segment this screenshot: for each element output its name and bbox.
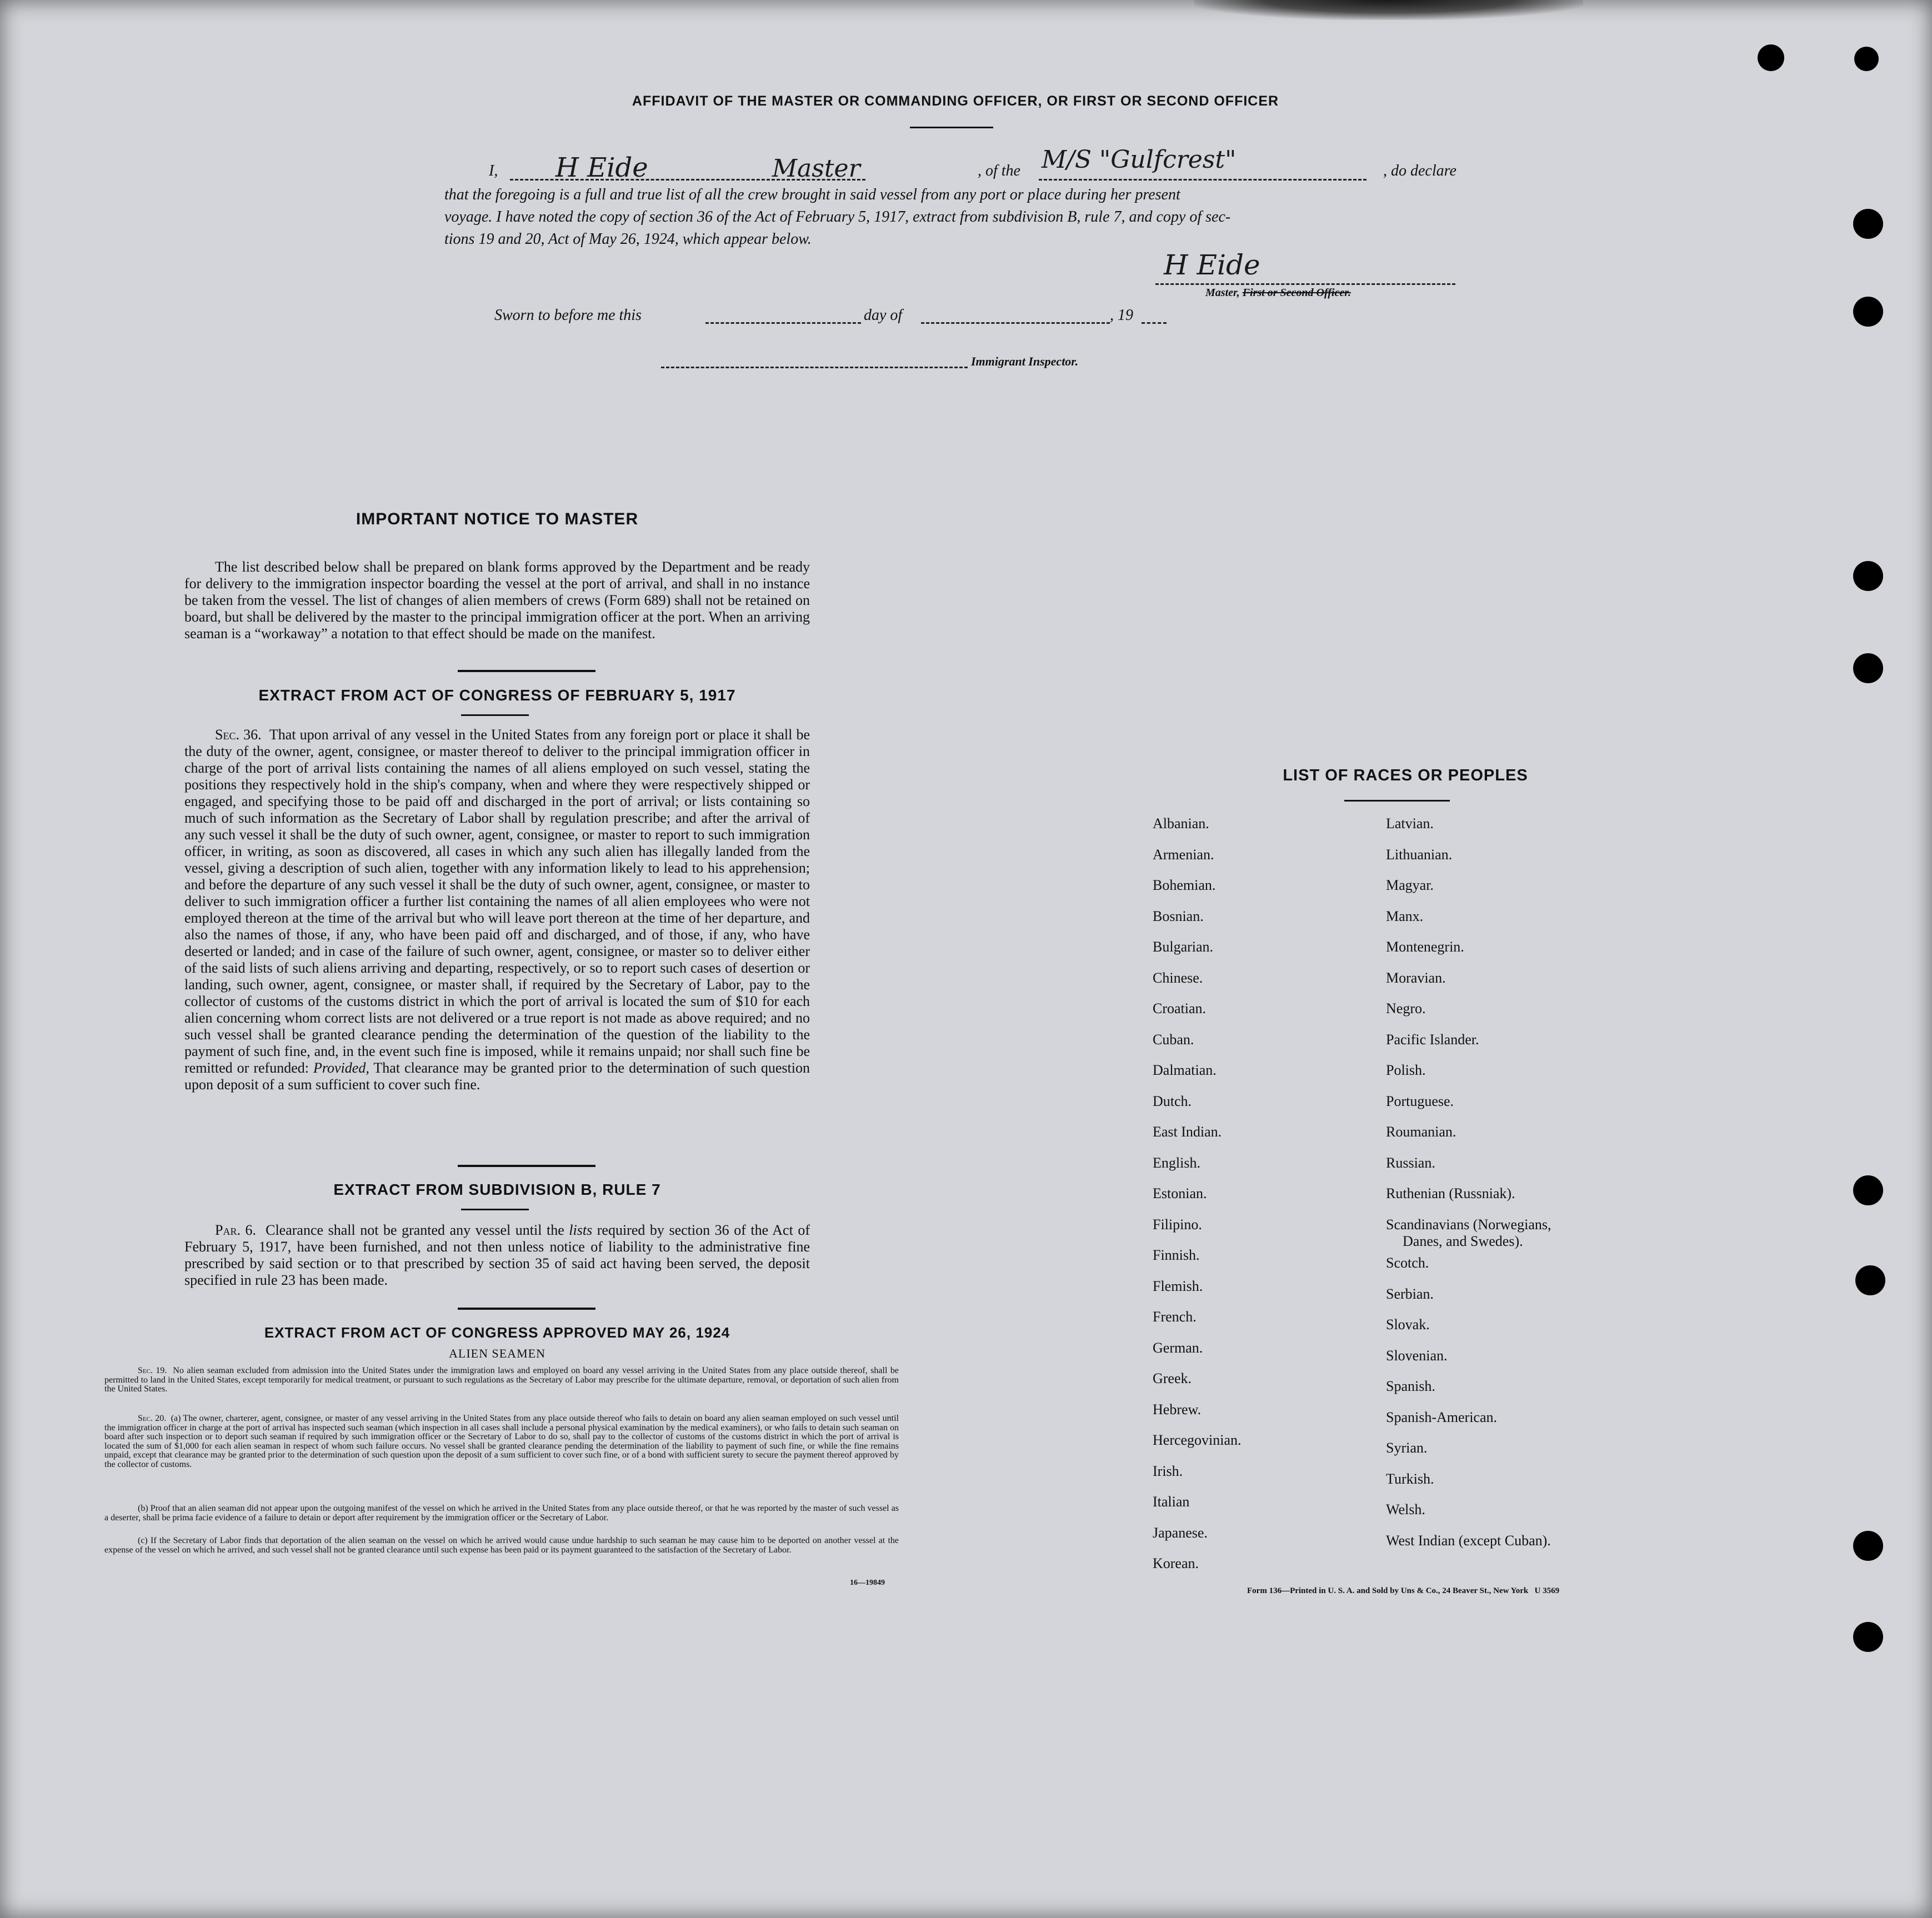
race-item: Magyar. [1386, 877, 1434, 893]
extract-1917-title: EXTRACT FROM ACT OF CONGRESS OF FEBRUARY 5, 1917 [258, 687, 736, 704]
affidavit-line-3: voyage. I have noted the copy of section 36 of the Act of February 5, 1917, extract from subdivision B, rule 7, and copy of sec- [444, 208, 1231, 226]
provided-word: Provided, [313, 1060, 369, 1076]
par-6-text-a: Clearance shall not be granted any vessel until the [266, 1222, 564, 1238]
print-code: 16—19849 [850, 1579, 885, 1587]
punch-hole [1855, 1265, 1885, 1295]
par-6-label: Par. 6. [215, 1222, 257, 1238]
race-item: Bosnian. [1153, 908, 1204, 924]
race-item: Latvian. [1386, 815, 1434, 832]
extract-rule7-rule-bottom [458, 1308, 595, 1310]
race-item: East Indian. [1153, 1124, 1222, 1140]
lists-word: lists [569, 1222, 593, 1238]
race-item: Irish. [1153, 1463, 1183, 1479]
torn-edge [1194, 0, 1583, 20]
race-item: Pacific Islander. [1386, 1031, 1479, 1048]
sworn-day-of: day of [864, 307, 903, 324]
affidavit-title-rule [910, 127, 993, 128]
race-item: Greek. [1153, 1370, 1192, 1386]
extract-1917-rule-top [461, 714, 529, 716]
race-item: Lithuanian. [1386, 846, 1453, 863]
race-item: Turkish. [1386, 1470, 1434, 1487]
sec-20b-text: (b) Proof that an alien seaman did not appear upon the outgoing manifest of the vessel on which he arrived in the United States from any place outside thereof, or that he was reported by the master of such vessel as a deserter, shall be prima facie evidence of a failure to detain or deport after requirement by the immigration officer or the Secretary of Labor. [104, 1504, 899, 1523]
extract-1917-text [184, 727, 810, 1093]
race-item: Finnish. [1153, 1247, 1200, 1263]
race-item: Roumanian. [1386, 1124, 1456, 1140]
race-item: Filipino. [1153, 1216, 1202, 1233]
punch-hole [1853, 209, 1883, 239]
race-item: Slovenian. [1386, 1347, 1448, 1364]
race-item: Polish. [1386, 1062, 1426, 1078]
affidavit-i: I, [489, 162, 498, 179]
sec-19-text [104, 1366, 899, 1394]
race-item: Estonian. [1153, 1185, 1207, 1201]
extract-rule7-title: EXTRACT FROM SUBDIVISION B, RULE 7 [333, 1181, 661, 1198]
race-item: Danes, and Swedes). [1403, 1233, 1523, 1249]
punch-hole [1853, 1622, 1883, 1652]
race-item: English. [1153, 1154, 1200, 1171]
punch-hole [1853, 561, 1883, 591]
vessel-blank [1039, 179, 1367, 181]
inspector-caption: Immigrant Inspector. [971, 354, 1079, 368]
race-item: Slovak. [1386, 1316, 1430, 1333]
race-item: Manx. [1386, 908, 1424, 924]
sec-19-body: No alien seaman excluded from admission into the United States under the immigration laws and employed on board any vessel arriving in the United States from any place outside thereof, shall be permitted to land in the United States, except temporarily for medical treatment, or pursuant to such regulations as the Secretary of Labor may prescribe for the ultimate departure, removal, or deportation of such alien from the United States. [104, 1366, 899, 1394]
race-item: Dutch. [1153, 1093, 1192, 1109]
race-item: Hebrew. [1153, 1401, 1202, 1418]
races-title-rule [1344, 800, 1450, 802]
punch-hole [1853, 653, 1883, 683]
race-item: Albanian. [1153, 815, 1209, 832]
affidavit-line-4: tions 19 and 20, Act of May 26, 1924, which appear below. [444, 231, 812, 248]
caption-master: Master, [1205, 287, 1240, 299]
race-item: Negro. [1386, 1000, 1426, 1016]
punch-hole [1853, 1175, 1883, 1205]
race-item: Scotch. [1386, 1255, 1429, 1271]
race-item: Russian. [1386, 1154, 1435, 1171]
sworn-year-blank [1142, 322, 1167, 324]
sec-20a-body: (a) The owner, charterer, agent, consignee, or master of any vessel arriving in the United States from any place outside thereof who fails to detain on board any alien seaman employed on such vessel until the immigration officer in charge at the port of arrival has inspected such seaman (which inspection in all cases shall include a personal physical examination by the medical examiners), or who fails to detain such seaman on board after such inspection or to deport such seaman if required by such immigration officer or the Secretary of Labor to do so, shall pay to the collector of customs of the customs district in which the port of arrival is located the sum of $1,000 for each alien seaman in respect of whom such failure occurs. No vessel shall be granted clearance pending the determination of the liability to payment of such fine, or while the fine remains unpaid, except that clearance may be granted prior to the determination of such question upon the deposit of a sum sufficient to cover such fine, or of a bond with sufficient surety to secure the payment thereof approved by the collector of customs. [104, 1414, 899, 1469]
notice-text: The list described below shall be prepared on blank forms approved by the Department and be ready for delivery to the immigration inspector boarding the vessel at the port of arrival, and shall in no instance be taken from the vessel. The list of changes of alien members of crews (Form 689) shall not be retained on board, but shall be delivered by the master to the principal immigration officer at the port. When an arriving seaman is a “workaway” a notation to that effect should be made on the manifest. [184, 559, 810, 642]
sec-20c-text: (c) If the Secretary of Labor finds that deportation of the alien seaman on the vessel on which he arrived would cause undue hardship to such seaman he may cause him to be deported on another vessel at the expense of the vessel on which he arrived, and such vessel shall not be granted clearance until such expense has been paid or its payment guaranteed to the satisfaction of the Secretary of Labor. [104, 1536, 899, 1555]
race-item: Welsh. [1386, 1501, 1425, 1518]
race-item: Serbian. [1386, 1285, 1434, 1302]
race-item: French. [1153, 1309, 1197, 1325]
race-item: Cuban. [1153, 1031, 1194, 1048]
affidavit-do-declare: , do declare [1383, 162, 1456, 179]
race-item: Montenegrin. [1386, 939, 1464, 955]
race-item: Scandinavians (Norwegians, [1386, 1216, 1551, 1233]
sec-36-label: Sec. 36. [215, 727, 262, 743]
punch-hole [1853, 1531, 1883, 1561]
punch-hole [1853, 297, 1883, 327]
vessel-name-handwritten: M/S "Gulfcrest" [1042, 146, 1237, 174]
extract-1917-rule-bottom [458, 1165, 595, 1167]
races-title: LIST OF RACES OR PEOPLES [1283, 767, 1528, 784]
race-item: Moravian. [1386, 969, 1446, 986]
sworn-prefix: Sworn to before me this [494, 307, 642, 324]
inspector-line [661, 367, 968, 368]
sec-20a-text [104, 1414, 899, 1469]
affidavit-line-2: that the foregoing is a full and true list of all the crew brought in said vessel from any port or place during her present [444, 186, 1180, 203]
sec-19-label: Sec. 19. [138, 1366, 167, 1375]
extract-1924-subtitle: ALIEN SEAMEN [449, 1346, 545, 1360]
race-item: Ruthenian (Russniak). [1386, 1185, 1515, 1201]
race-item: Syrian. [1386, 1440, 1428, 1456]
punch-hole [1758, 44, 1784, 71]
affidavit-line-1 [444, 146, 1483, 183]
extract-1924-title: EXTRACT FROM ACT OF CONGRESS APPROVED MAY 26, 1924 [264, 1324, 730, 1341]
par-6-text-b: required by section 36 of the Act of February 5, 1917, have been furnished, and not then unless notice of liability to the administrative fine prescribed by said section or to that prescribed by section 35 of said act having been served, the deposit specified in rule 23 has been made. [184, 1222, 810, 1288]
sworn-day-blank [705, 322, 861, 324]
race-item: Hercegovinian. [1153, 1432, 1242, 1448]
race-item: Portuguese. [1386, 1093, 1454, 1109]
notice-rule [458, 670, 595, 672]
punch-hole [1854, 47, 1879, 71]
extract-rule7-text [184, 1222, 810, 1289]
form-footer-note: Form 136—Printed in U. S. A. and Sold by Uns & Co., 24 Beaver St., New York U 3569 [1247, 1586, 1560, 1595]
signer-name-handwritten: H Eide [555, 152, 648, 183]
race-item: Armenian. [1153, 846, 1214, 863]
race-item: Bulgarian. [1153, 939, 1214, 955]
race-item: Spanish-American. [1386, 1409, 1498, 1425]
race-item: West Indian (except Cuban). [1386, 1532, 1551, 1549]
sec-36-body: That upon arrival of any vessel in the United States from any foreign port or place it shall be the duty of the owner, agent, consignee, or master thereof to deliver to the principal immigration officer in charge of the port of arrival lists containing the names of all aliens employed on such vessel, stating the positions they respectively hold in the ship's company, when and where they were respectively shipped or engaged, and specifying those to be paid off and discharged in the port of arrival; or lists containing so much of such information as the Secretary of Labor shall by regulation prescribe; and after the arrival of any such vessel it shall be the duty of such owner, agent, consignee, or master to report to such immigration officer, in writing, as soon as discovered, all cases in which any such alien has illegally landed from the vessel, giving a description of such alien, together with any information likely to lead to his apprehension; and before the departure of any such vessel it shall be the duty of such owner, agent, consignee, or master to deliver to such immigration officer a further list containing the names of all alien employees who were not employed thereon at the time of the arrival but who will leave port thereon at the time of her departure, and also the names of those, if any, who have been paid off and discharged, and of those, if any, who have deserted or landed; and in case of the failure of such owner, agent, consignee, or master so to deliver either of the said lists of such aliens arriving and departing, respectively, or so to report such cases of desertion or landing, such owner, agent, consignee, or master shall, if required by the Secretary of Labor, pay to the collector of customs of the customs district in which the port of arrival is located the sum of $10 for each alien concerning whom correct lists are not delivered or a true report is not made as above required; and no such vessel shall be granted clearance pending the determination of the question of the liability to the payment of such fine, and, in the event such fine is imposed, while it remains unpaid; nor shall such fine be remitted or refunded: [184, 727, 810, 1076]
caption-struck-officer: First or Second Officer. [1242, 287, 1351, 299]
master-signature: H Eide [1164, 249, 1260, 281]
race-item: Chinese. [1153, 969, 1203, 986]
affidavit-of-the: , of the [978, 162, 1020, 179]
race-item: Italian [1153, 1494, 1190, 1510]
race-item: Croatian. [1153, 1000, 1207, 1016]
notice-title: IMPORTANT NOTICE TO MASTER [356, 510, 639, 528]
sworn-line [494, 307, 1172, 331]
signer-rank-handwritten: Master [772, 154, 860, 183]
race-item: Flemish. [1153, 1278, 1203, 1294]
race-item: Spanish. [1386, 1378, 1435, 1394]
affidavit-title: AFFIDAVIT OF THE MASTER OR COMMANDING OFFICER, OR FIRST OR SECOND OFFICER [632, 93, 1279, 109]
race-item: Dalmatian. [1153, 1062, 1217, 1078]
signature-caption [1205, 287, 1351, 299]
sworn-month-blank [921, 322, 1110, 324]
sec-20-label: Sec. 20. [138, 1414, 167, 1423]
race-item: German. [1153, 1339, 1203, 1356]
extract-rule7-rule-top [461, 1209, 529, 1210]
sec-36-tail: That clearance may be granted prior to the determination of such question upon deposit of a sum sufficient to cover such fine. [184, 1060, 810, 1093]
sworn-year: , 19 [1110, 307, 1133, 324]
race-item: Bohemian. [1153, 877, 1216, 893]
signature-line [1155, 283, 1455, 285]
race-item: Korean. [1153, 1555, 1199, 1571]
race-item: Japanese. [1153, 1524, 1208, 1541]
